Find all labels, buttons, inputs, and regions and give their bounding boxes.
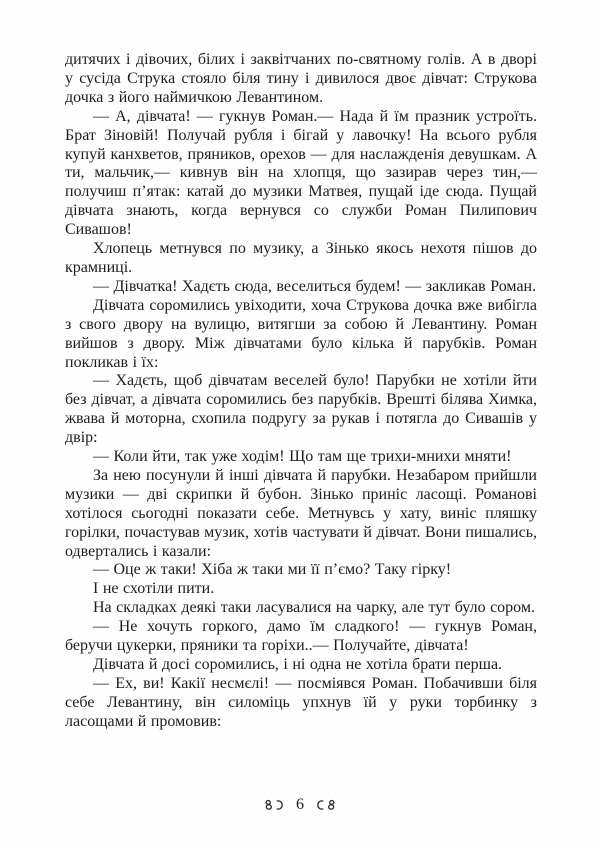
paragraph: На складках деякі таки ласувалися на чарку, але тут було сором. [93, 599, 535, 617]
paragraph: Дівчата соромились увіходити, хоча Струкова дочка вже вибігла з свого двору на вулицю, витягши за собою й Левантину. Роман вийшов з двору. Між дівчатами було кілька й парубків. Роман покликав і їх: [65, 296, 537, 371]
paragraph: За нею посунули й інші дівчата й парубки. Незабаром прийшли музики — дві скрипки й бубон. Зінько приніс ласощі. Романові хотілося сьогодні показати себе. Метнувсь у хату, виніс пляшку горілки, почастував музик, хотів частувати й дівчат. Вони пишались, одвертались і казали: [65, 466, 537, 560]
page-footer [0, 793, 600, 817]
paragraph: — Ех, ви! Какії несмєлі! — посміявся Роман. Побачивши біля себе Левантину, він силоміць упхнув їй у руки торбинку з ласощами й промовив: [65, 674, 537, 730]
paragraph: Дівчата й досі соромились, і ні одна не хотіла брати перша. [93, 656, 503, 673]
paragraph: — А, дівчата! — гукнув Роман.— Нада й їм празник устроїть. Брат Зіновій! Получай рубля і бігай у лавочку! На всього рубля купуй канхветов, пряников, орехов — для наслажденія девушкам. А ти, мальчик,— кивнув він на хлопця, що зазирав через тин,— получиш п’ятак: катай до музики Матвея, пущай іде сюда. Пущай дівчата знають, когда вернувся со служби Роман Пилипович Сивашов! [65, 107, 537, 239]
page-number: 6 [296, 796, 304, 813]
paragraph: — Оце ж таки! Хіба ж таки ми її п’ємо? Таку гірку! [93, 561, 452, 579]
paragraph: І не схотіли пити. [93, 580, 215, 598]
fleuron-right-icon [317, 799, 336, 811]
paragraph: дитячих і дівочих, білих і заквітчаних по-святному голів. А в дворі у сусіда Струка стояло біля тину і дивилося двоє дівчат: Струкова дочка з його наймичкою Левантином. [65, 51, 537, 106]
paragraph: Хлопець метнувся по музику, а Зінько якось нехотя пішов до крамниці. [65, 240, 537, 276]
paragraph: — Дівчатка! Хадєть сюда, веселиться будем! — закликав Роман. [93, 277, 537, 295]
paragraph: — Не хочуть горкого, дамо їм сладкого! — гукнув Роман, беручи цукерки, пряники та горіхи..— Получайте, дівчата! [65, 618, 537, 655]
paragraph: — Коли йти, так уже ходім! Що там ще трихи-мнихи мняти! [93, 448, 512, 466]
fleuron-left-icon [264, 799, 283, 811]
paragraph: — Хадєть, щоб дівчатам веселей було! Парубки не хотіли йти без дівчат, а дівчата соромились без парубків. Врешті білява Химка, жвава й моторна, схопила подругу за рукав і потягла до Сивашів у двір: [65, 372, 537, 447]
